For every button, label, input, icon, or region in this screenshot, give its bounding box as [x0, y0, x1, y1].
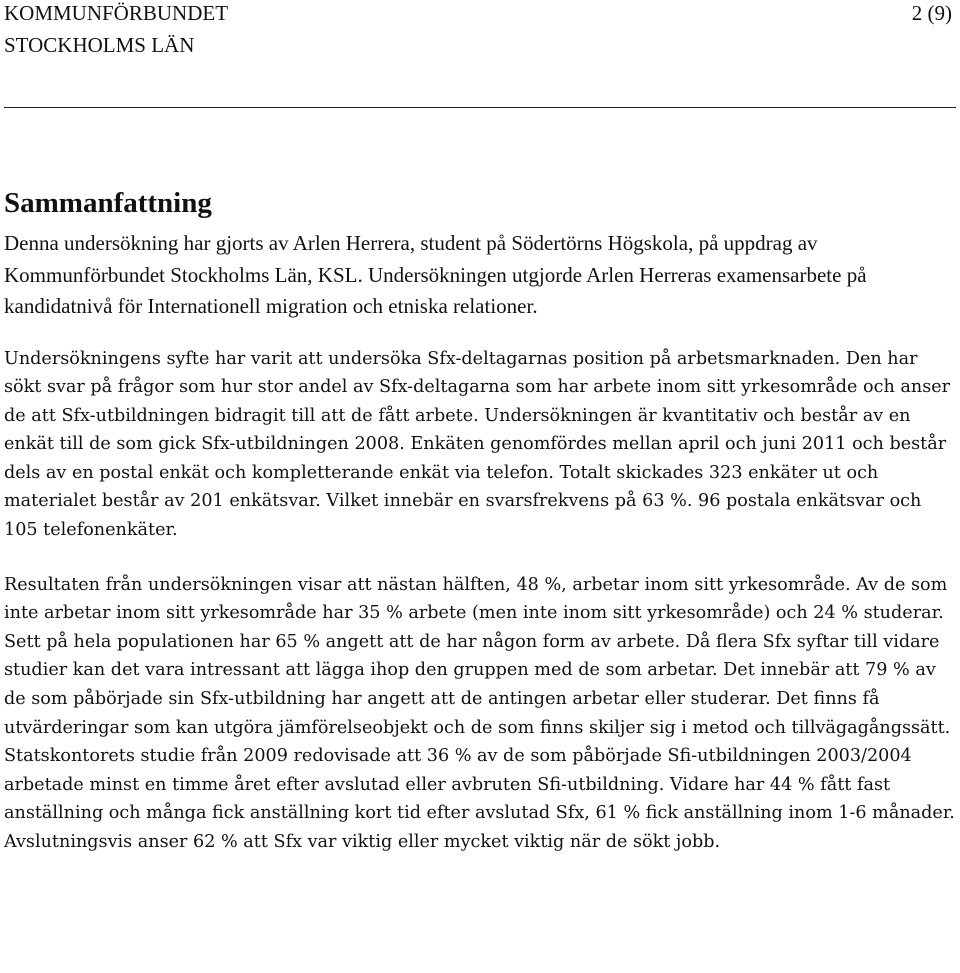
purpose-paragraph: Undersökningens syfte har varit att undersöka Sfx-deltagarnas position på arbetsmarknaden. Den har sökt svar på frågor som hur stor andel av Sfx-deltagarna som har arbete inom sitt yrkesområde och anser de att Sfx-utbildningen bidragit till att de fått arbete. Undersökningen är kvantitativ och består av en enkät till de som gick Sfx-utbildningen 2008. Enkäten genomfördes mellan april och juni 2011 och består dels av en postal enkät och kompletterande enkät via telefon. Totalt skickades 323 enkäter ut och materialet består av 201 enkätsvar. Vilket innebär en svarsfrekvens på 63 %. 96 postala enkätsvar och 105 telefonenkäter. — [4, 348, 951, 541]
organization-line-1: KOMMUNFÖRBUNDET — [4, 1, 229, 25]
intro-paragraph: Denna undersökning har gjorts av Arlen Herrera, student på Södertörns Högskola, på uppdrag av Kommunförbundet Stockholms Län, KSL. Undersökningen utgjorde Arlen Herreras examensarbete på kandidatnivå för Internationell migration och etniska relationer. — [4, 231, 867, 318]
page-number: 2 (9) — [911, 1, 952, 25]
section-title: Sammanfattning — [4, 187, 212, 219]
header-rule — [4, 107, 956, 108]
organization-name — [4, 0, 228, 61]
page-header — [4, 0, 956, 112]
organization-line-2: STOCKHOLMS LÄN — [4, 33, 195, 57]
results-paragraph: Resultaten från undersökningen visar att nästan hälften, 48 %, arbetar inom sitt yrkesområde. Av de som inte arbetar inom sitt yrkesområde har 35 % arbete (men inte inom sitt yrkesområde) och 24 % studerar. Sett på hela populationen har 65 % angett att de har någon form av arbete. Då flera Sfx syftar till vidare studier kan det vara intressant att lägga ihop den gruppen med de som arbetar. Det innebär att 79 % av de som påbörjade sin Sfx-utbildning har angett att de antingen arbetar eller studerar. Det finns få utvärderingar som kan utgöra jämförelseobjekt och de som finns skiljer sig i metod och tillvägagångssätt. Statskontorets studie från 2009 redovisade att 36 % av de som påbörjade Sfi-utbildningen 2003/2004 arbetade minst en timme året efter avslutad eller avbruten Sfi-utbildning. Vidare har 44 % fått fast anställning och många fick anställning kort tid efter avslutad Sfx, 61 % fick anställning inom 1-6 månader. Avslutningsvis anser 62 % att Sfx var viktig eller mycket viktig när de sökt jobb. — [4, 574, 955, 852]
